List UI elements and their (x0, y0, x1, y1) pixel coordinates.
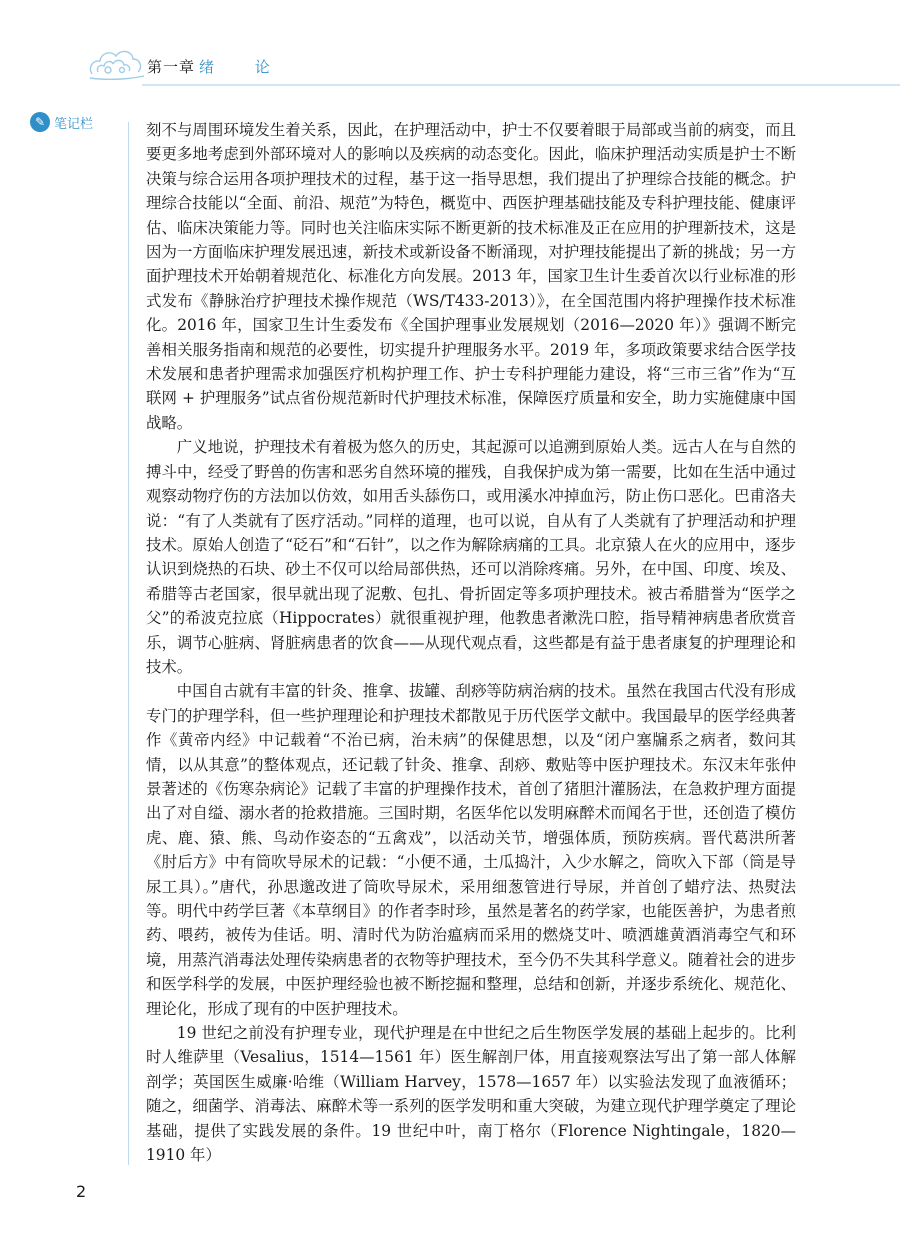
body-text (146, 118, 796, 1167)
page-number: 2 (76, 1182, 87, 1201)
auspicious-cloud-icon (86, 40, 146, 86)
chapter-title: 绪 论 (199, 58, 288, 76)
notes-column-divider (128, 122, 129, 1165)
page-header (0, 0, 900, 100)
header-divider (142, 84, 900, 86)
pencil-note-icon: ✎ (30, 112, 50, 132)
notes-sidebar (30, 112, 140, 152)
paragraph: 19 世纪之前没有护理专业，现代护理是在中世纪之后生物医学发展的基础上起步的。比利时人维萨里（Vesalius，1514—1561 年）医生解剖尸体，用直接观察法写出了第一部人体解剖学；英国医生威廉·哈维（William Harvey，1578—1657 年）以实验法发现了血液循环；随之，细菌学、消毒法、麻醉术等一系列的医学发明和重大突破，为建立现代护理学奠定了理论基础，提供了实践发展的条件。19 世纪中叶，南丁格尔（Florence Nightingale，1820—1910 年） (146, 1024, 796, 1165)
paragraph: 广义地说，护理技术有着极为悠久的历史，其起源可以追溯到原始人类。远古人在与自然的搏斗中，经受了野兽的伤害和恶劣自然环境的摧残，自我保护成为第一需要，比如在生活中通过观察动物疗伤的方法加以仿效，如用舌头舔伤口，或用溪水冲掉血污，防止伤口恶化。巴甫洛夫说：“有了人类就有了医疗活动。”同样的道理，也可以说，自从有了人类就有了护理活动和护理技术。原始人创造了“砭石”和“石针”，以之作为解除病痛的工具。北京猿人在火的应用中，逐步认识到烧热的石块、砂土不仅可以给局部供热，还可以消除疼痛。另外，在中国、印度、埃及、希腊等古老国家，很早就出现了泥敷、包扎、骨折固定等多项护理技术。被古希腊誉为“医学之父”的希波克拉底（Hippocrates）就很重视护理，他教患者漱洗口腔，指导精神病患者欣赏音乐，调节心脏病、肾脏病患者的饮食——从现代观点看，这些都是有益于患者康复的护理理论和技术。 (146, 438, 796, 676)
chapter-label: 第一章 (147, 58, 196, 76)
paragraph: 刻不与周围环境发生着关系，因此，在护理活动中，护士不仅要着眼于局部或当前的病变，而且要更多地考虑到外部环境对人的影响以及疾病的动态变化。因此，临床护理活动实质是护士不断决策与综合运用各项护理技术的过程，基于这一指导思想，我们提出了护理综合技能的概念。护理综合技能以“全面、前沿、规范”为特色，概览中、西医护理基础技能及专科护理技能、健康评估、临床决策能力等。同时也关注临床实际不断更新的技术标准及正在应用的护理新技术，这是因为一方面临床护理发展迅速，新技术或新设备不断涌现，对护理技能提出了新的挑战；另一方面护理技术开始朝着规范化、标准化方向发展。2013 年，国家卫生计生委首次以行业标准的形式发布《静脉治疗护理技术操作规范（WS/T433-2013）》，在全国范围内将护理操作技术标准化。2016 年，国家卫生计生委发布《全国护理事业发展规划（2016—2020 年）》强调不断完善相关服务指南和规范的必要性，切实提升护理服务水平。2019 年，多项政策要求结合医学技术发展和患者护理需求加强医疗机构护理工作、护士专科护理能力建设，将“三市三省”作为“互联网 + 护理服务”试点省份规范新时代护理技术标准，保障医疗质量和安全，助力实施健康中国战略。 (146, 121, 796, 432)
paragraph: 中国自古就有丰富的针灸、推拿、拔罐、刮痧等防病治病的技术。虽然在我国古代没有形成专门的护理学科，但一些护理理论和护理技术都散见于历代医学文献中。我国最早的医学经典著作《黄帝内经》中记载着“不治已病，治未病”的保健思想，以及“闭户塞牖系之病者，数问其情，以从其意”的整体观点，还记载了针灸、推拿、刮痧、敷贴等中医护理技术。东汉末年张仲景著述的《伤寒杂病论》记载了丰富的护理操作技术，首创了猪胆汁灌肠法，在急救护理方面提出了对自缢、溺水者的抢救措施。三国时期，名医华佗以发明麻醉术而闻名于世，还创造了模仿虎、鹿、猿、熊、鸟动作姿态的“五禽戏”，以活动关节，增强体质，预防疾病。晋代葛洪所著《肘后方》中有筒吹导尿术的记载：“小便不通，土瓜捣汁，入少水解之，筒吹入下部（筒是导尿工具）。”唐代，孙思邈改进了筒吹导尿术，采用细葱管进行导尿，并首创了蜡疗法、热熨法等。明代中药学巨著《本草纲目》的作者李时珍，虽然是著名的药学家，也能医善护，为患者煎药、喂药，被传为佳话。明、清时代为防治瘟病而采用的燃烧艾叶、喷洒雄黄酒消毒空气和环境，用蒸汽消毒法处理传染病患者的衣物等护理技术，至今仍不失其科学意义。随着社会的进步和医学科学的发展，中医护理经验也被不断挖掘和整理，总结和创新，并逐步系统化、规范化、理论化，形成了现有的中医护理技术。 (146, 682, 796, 1018)
notes-column-label: 笔记栏 (54, 117, 94, 132)
